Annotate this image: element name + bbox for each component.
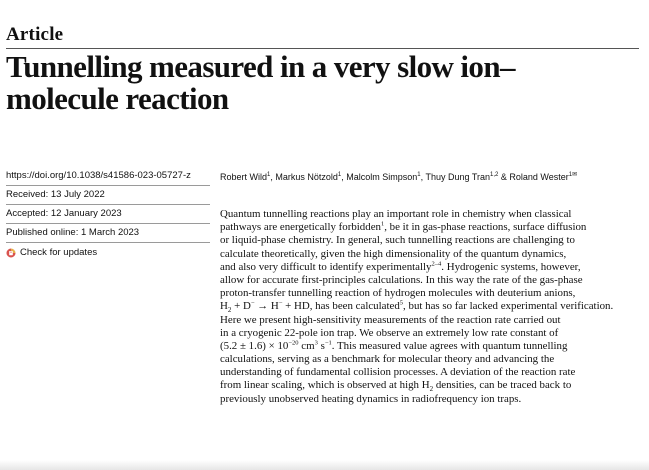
abstract-line: previously unobserved heating dynamics in radiofrequency ion traps.	[220, 392, 522, 405]
check-for-updates-label: Check for updates	[20, 247, 98, 258]
author-separator: ,	[270, 172, 276, 182]
received-date: Received: 13 July 2022	[6, 189, 105, 200]
subscript: 2	[429, 385, 434, 394]
check-for-updates-link[interactable]	[6, 247, 97, 258]
abstract-line: proton-transfer tunnelling reaction of hydrogen molecules with deuterium anions,	[220, 287, 576, 300]
superscript[interactable]: 3	[314, 339, 318, 347]
abstract-line: pathways are energetically forbidden$^1$, be it in gas-phase reactions, surface diffusion	[220, 220, 587, 234]
author-separator: &	[498, 172, 510, 182]
abstract-line: calculations, serving as a benchmark for molecular theory and advancing the	[220, 353, 555, 366]
abstract-line: from linear scaling, which is observed at high $H_2$ densities, can be traced back to	[220, 379, 572, 394]
author-separator: ,	[420, 172, 426, 182]
author-affiliation: 1	[337, 172, 342, 178]
article-title-line-2: molecule reaction	[6, 81, 229, 116]
author-name[interactable]: Thuy Dung Tran	[425, 172, 491, 182]
page-bottom-shade	[0, 460, 649, 470]
author-name[interactable]: Malcolm Simpson	[346, 172, 418, 182]
abstract-line: allow for accurate first-principles calculations. In this way the rate of the gas-phase	[220, 273, 583, 286]
superscript[interactable]: 2–4	[431, 260, 442, 268]
abstract-line: Quantum tunnelling reactions play an important role in chemistry when classical	[220, 208, 572, 220]
meta-divider	[6, 242, 210, 243]
abstract-line: $H_2 + D^- \to H^-$ + HD, has been calculated$^5$, but has so far lacked experimental verification.	[220, 299, 614, 315]
superscript[interactable]: 5	[399, 299, 404, 307]
superscript[interactable]: −20	[288, 339, 299, 347]
author-name[interactable]: Roland Wester	[509, 172, 569, 182]
author-affiliation: 1	[267, 172, 271, 178]
abstract-line: Here we present high-sensitivity measurements of the reaction rate carried out	[220, 313, 561, 326]
meta-divider	[6, 223, 210, 224]
meta-divider	[6, 204, 210, 205]
article-title	[6, 51, 606, 115]
article-title-line-1: Tunnelling measured in a very slow ion–	[6, 49, 515, 84]
abstract-line: calculate theoretically, given the high dimensionality of the quantum dynamics,	[220, 247, 567, 260]
crossmark-icon	[6, 248, 16, 258]
author-affiliation: 1	[417, 172, 421, 178]
abstract-line: and also very difficult to identify experimentally$^{2-4}$. Hydrogenic systems, however,	[220, 260, 581, 273]
superscript[interactable]: −1	[324, 339, 332, 347]
abstract-line: or liquid-phase chemistry. In general, such tunnelling reactions are challenging to	[220, 234, 575, 247]
superscript[interactable]: 1	[380, 220, 385, 228]
accepted-date: Accepted: 12 January 2023	[6, 208, 122, 219]
author-name[interactable]: Robert Wild	[220, 172, 268, 182]
author-affiliation: 1✉	[568, 172, 578, 178]
subscript: 2	[227, 306, 232, 315]
superscript[interactable]: −	[278, 299, 283, 307]
abstract-line: in a cryogenic 22-pole ion trap. We observe an extremely low rate constant of	[220, 326, 559, 339]
abstract-line: $(5.2 \pm 1.6) \times 10^{-20}$ $cm^3$ $s^{-1}$. This measured value agrees with quantum tunnelling	[220, 339, 568, 352]
author-affiliation: 1,2	[490, 172, 499, 178]
article-type-label: Article	[6, 24, 64, 45]
abstract-line: understanding of fundamental collision processes. A deviation of the reaction rate	[220, 366, 576, 379]
meta-divider	[6, 185, 210, 186]
author-name[interactable]: Markus Nötzold	[275, 172, 338, 182]
author-separator: ,	[341, 172, 347, 182]
doi-link[interactable]: https://doi.org/10.1038/s41586-023-05727-z	[6, 170, 191, 181]
superscript[interactable]: −	[250, 299, 255, 307]
abstract	[220, 208, 640, 406]
author-list	[220, 171, 640, 183]
published-date: Published online: 1 March 2023	[6, 227, 140, 238]
